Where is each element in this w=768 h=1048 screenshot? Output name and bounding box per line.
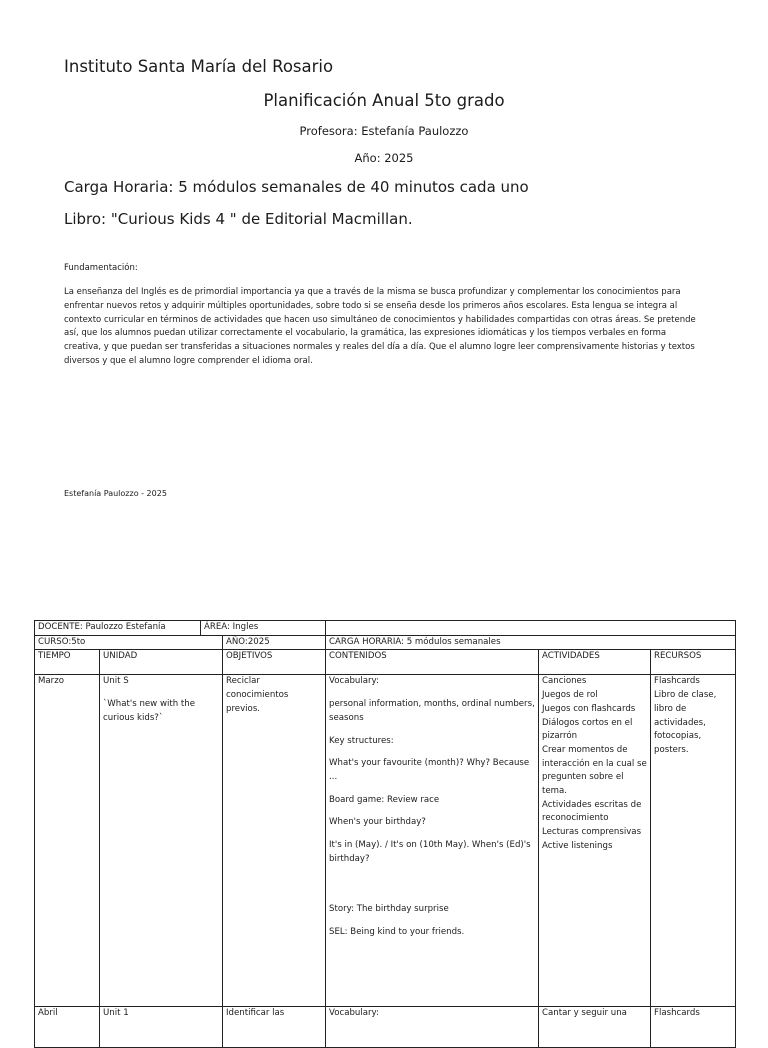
header-tiempo: TIEMPO [35,650,100,675]
docente-cell: DOCENTE: Paulozzo Estefanía [35,621,326,636]
unidad-cell [100,675,223,1007]
header-recursos: RECURSOS [651,650,736,675]
table-row [35,675,736,1007]
area-label: ÁREA: Ingles [204,622,259,632]
table-header-row [35,650,736,675]
actividades-cell: Cantar y seguir una [539,1007,651,1048]
content-line: Vocabulary: [329,676,379,687]
recursos-cell: Flashcards Libro de clase, libro de actividades, fotocopias, posters. [651,675,736,1007]
header-unidad: UNIDAD [100,650,223,675]
planning-table [34,620,736,1048]
unit-title: `What's new with the curious kids?` [103,699,196,723]
tiempo-cell: Abril [35,1007,100,1048]
actividades-cell: Canciones Juegos de rol Juegos con flashcards Diálogos cortos en el pizarrón Crear momentos de interacción en la cual se pregunten sobre el tema. Actividades escritas de reconocimiento Lecturas comprensivas Active listenings [539,675,651,1007]
content-line: Board game: Review race [329,794,440,805]
textbook: Libro: "Curious Kids 4 " de Editorial Macmillan. [64,210,413,228]
area-divider [200,620,201,635]
carga-cell: CARGA HORARIA: 5 módulos semanales [326,635,736,650]
content-line: Story: The birthday surprise [329,904,449,915]
table-row [35,621,736,636]
content-line: When's your birthday? [329,817,426,828]
header-contenidos: CONTENIDOS [326,650,539,675]
objetivos-cell: Reciclar conocimientos previos. [223,675,326,1007]
school-name: Instituto Santa María del Rosario [64,57,334,76]
document-title: Planificación Anual 5to grado [263,91,505,110]
unit-number: Unit S [103,676,129,687]
weekly-hours: Carga Horaria: 5 módulos semanales de 40 minutos cada uno [64,178,529,196]
table-row [35,635,736,650]
teacher-name: Profesora: Estefanía Paulozzo [299,124,469,138]
header-objetivos: OBJETIVOS [223,650,326,675]
content-line: SEL: Being kind to your friends. [329,927,465,938]
contenidos-cell: Vocabulary: [326,1007,539,1048]
unidad-cell: Unit 1 [100,1007,223,1048]
anio-cell: AÑO:2025 [223,635,326,650]
area-cell [326,621,736,636]
content-line: What's your favourite (month)? Why? Because ... [329,758,530,782]
fundamentacion-label: Fundamentación: [64,263,138,273]
curso-cell: CURSO:5to [35,635,223,650]
content-line: Key structures: [329,735,394,746]
fundamentacion-text: La enseñanza del Inglés es de primordial importancia ya que a través de la misma se busca profundizar y complementar los conocimientos para enfrentar nuevos retos y adquirir múltiples oportunidades, sobre todo si se enseña desde los primeros años escolares. Esta lengua se integra al contexto curricular en términos de actividades que hacen uso simultáneo de conocimientos y habilidades compartidas con otras áreas. Se pretende así, que los alumnos puedan utilizar correctamente el vocabulario, la gramática, las expresiones idiomáticas y los tiempos verbales en forma creativa, y que puedan ser transferidas a situaciones normales y reales del día a día. Que el alumno logre leer comprensivamente historias y textos diversos y que el alumno logre comprender el idioma oral. [64,287,696,366]
table-row [35,1007,736,1048]
recursos-cell: Flashcards [651,1007,736,1048]
contenidos-cell [326,675,539,1007]
page-footer: Estefanía Paulozzo - 2025 [64,489,167,498]
school-year: Año: 2025 [354,151,414,165]
content-line: personal information, months, ordinal numbers, seasons [329,699,535,723]
content-line: It's in (May). / It's on (10th May). When's (Ed)'s birthday? [329,840,531,864]
tiempo-cell: Marzo [35,675,100,1007]
header-actividades: ACTIVIDADES [539,650,651,675]
objetivos-cell: Identificar las [223,1007,326,1048]
